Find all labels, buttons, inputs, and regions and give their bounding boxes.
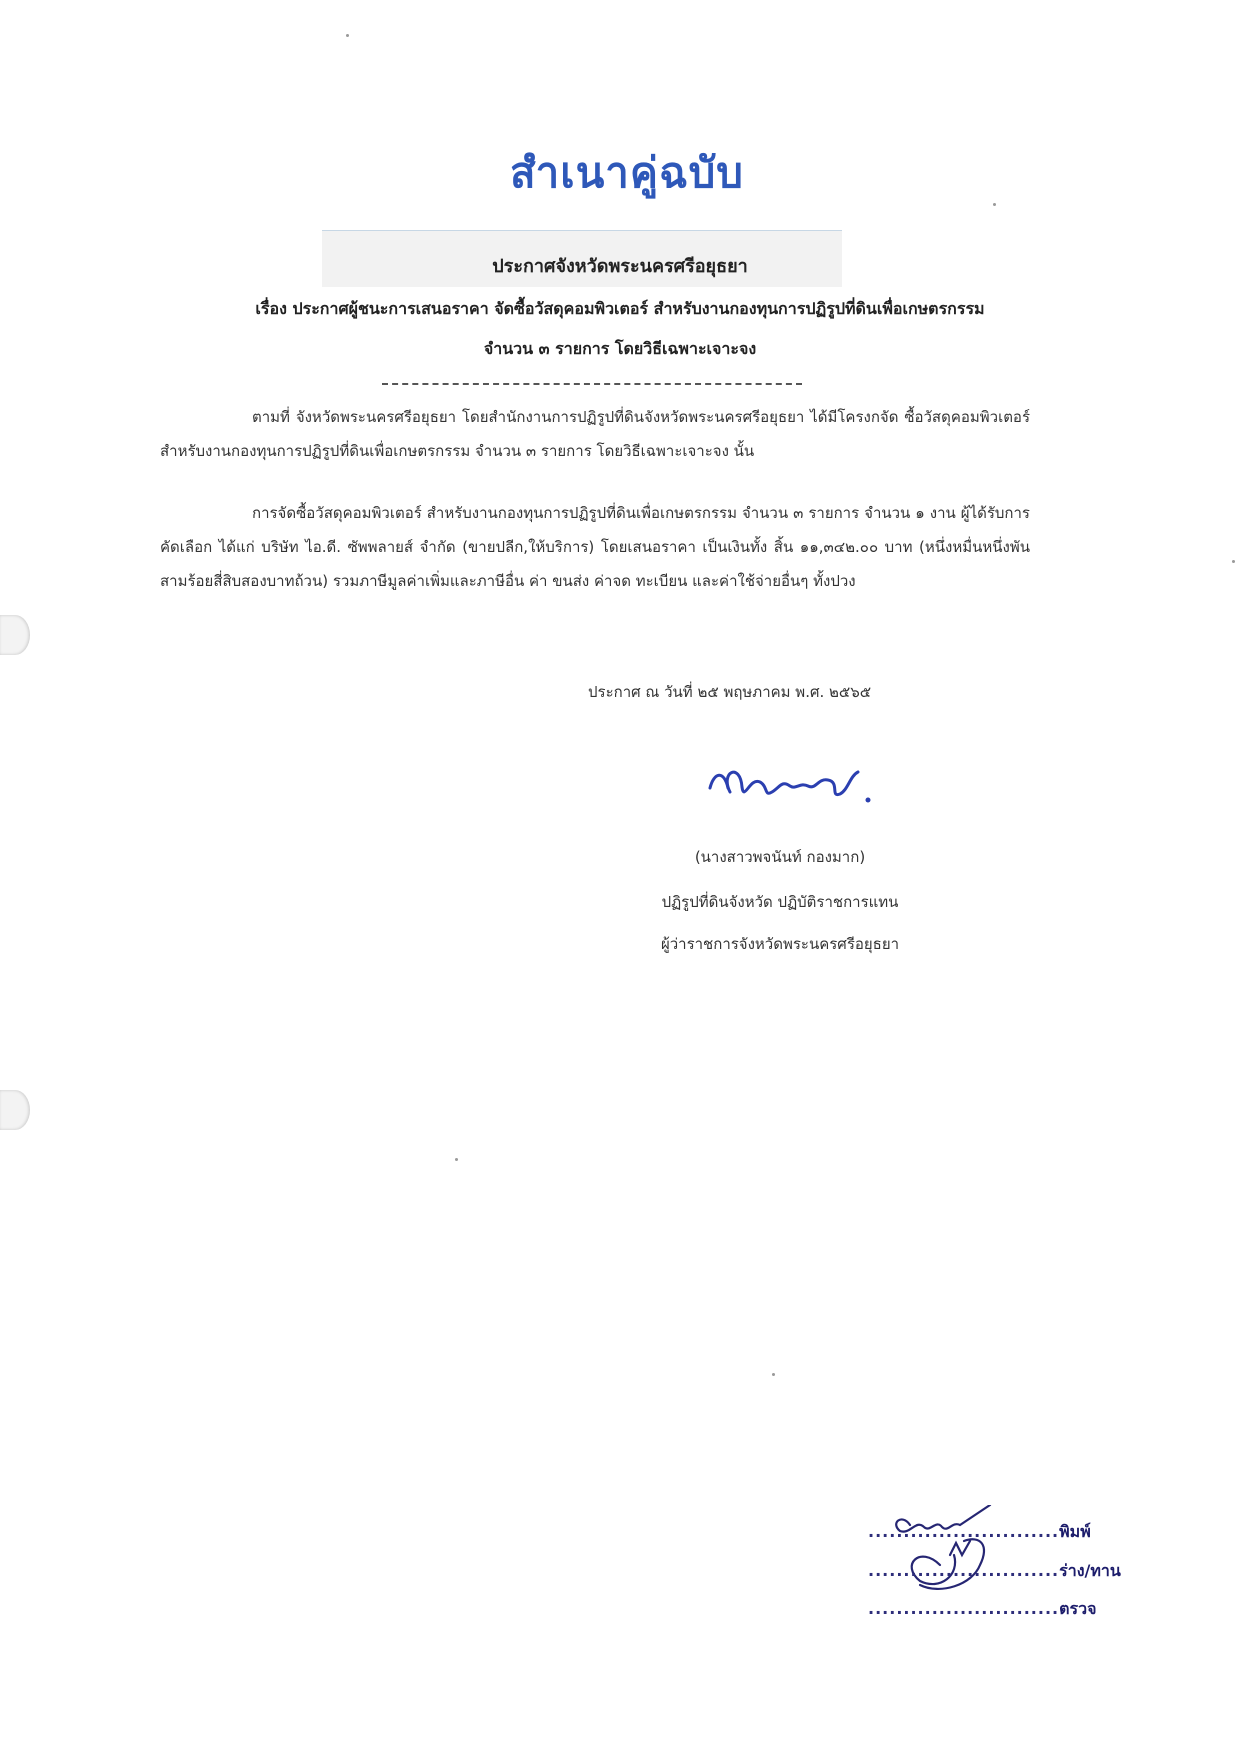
signatory-position-1: ปฏิรูปที่ดินจังหวัด ปฏิบัติราชการแทน (661, 893, 899, 911)
announcement-date: ประกาศ ณ วันที่ ๒๕ พฤษภาคม พ.ศ. ๒๕๖๕ (588, 683, 872, 701)
scan-speck (455, 1158, 458, 1161)
drafted-label: ร่าง/ทาน (1059, 1561, 1121, 1580)
scan-speck (772, 1373, 775, 1376)
announcement-title: ประกาศจังหวัดพระนครศรีอยุธยา (492, 256, 748, 277)
signatory-position-2: ผู้ว่าราชการจังหวัดพระนครศรีอยุธยา (660, 935, 900, 953)
initial-dots: ........................... (868, 1522, 1060, 1541)
paragraph-2-text: การจัดซื้อวัสดุคอมพิวเตอร์ สำหรับงานกองทุนการปฏิรูปที่ดินเพื่อเกษตรกรรม จำนวน ๓ รายการ จำนวน ๑ งาน ผู้ได้รับการคัดเลือก ได้แก่ บริษัท ไอ.ดี. ซัพพลายส์ จำกัด (ขายปลีก,ให้บริการ) โดยเสนอราคา เป็นเงินทั้ง สิ้น ๑๑,๓๔๒.๐๐ บาท (หนึ่งหมื่นหนึ่งพันสามร้อยสี่สิบสองบาทถ้วน) รวมภาษีมูลค่าเพิ่มและภาษีอื่น ค่า ขนส่ง ค่าจด ทะเบียน และค่าใช้จ่ายอื่นๆ ทั้งปวง (160, 504, 1030, 590)
initial-row-checked (868, 1597, 1128, 1622)
body-paragraph-2 (160, 496, 1030, 598)
separator-line (382, 383, 802, 385)
initial-dots: ........................... (868, 1561, 1060, 1580)
body-paragraph-1 (160, 400, 1030, 468)
signature-image (690, 742, 930, 812)
scan-speck (346, 34, 349, 37)
initial-row-drafted (868, 1559, 1128, 1584)
initial-dots: ........................... (868, 1599, 1060, 1618)
punch-hole-bottom (0, 1090, 30, 1130)
punch-hole-top (0, 615, 30, 655)
paragraph-1-text: ตามที่ จังหวัดพระนครศรีอยุธยา โดยสำนักงานการปฏิรูปที่ดินจังหวัดพระนครศรีอยุธยา ได้มีโครงกจัด ซื้อวัสดุคอมพิวเตอร์ สำหรับงานกองทุนการปฏิรูปที่ดินเพื่อเกษตรกรรม จำนวน ๓ รายการ โดยวิธีเฉพาะเจาะจง นั้น (160, 408, 1030, 460)
copy-stamp: สำเนาคู่ฉบับ (510, 148, 744, 197)
signatory-name: (นางสาวพจนันท์ กองมาก) (694, 848, 866, 866)
scan-speck (993, 203, 996, 206)
initial-row-typed (868, 1520, 1128, 1545)
typed-label: พิมพ์ (1059, 1522, 1091, 1541)
checked-label: ตรวจ (1059, 1599, 1097, 1618)
scan-speck (1232, 560, 1235, 563)
subject-line-1: เรื่อง ประกาศผู้ชนะการเสนอราคา จัดซื้อวัสดุคอมพิวเตอร์ สำหรับงานกองทุนการปฏิรูปที่ดินเพื่อเกษตรกรรม (255, 299, 985, 318)
subject-line-2: จำนวน ๓ รายการ โดยวิธีเฉพาะเจาะจง (483, 339, 757, 358)
